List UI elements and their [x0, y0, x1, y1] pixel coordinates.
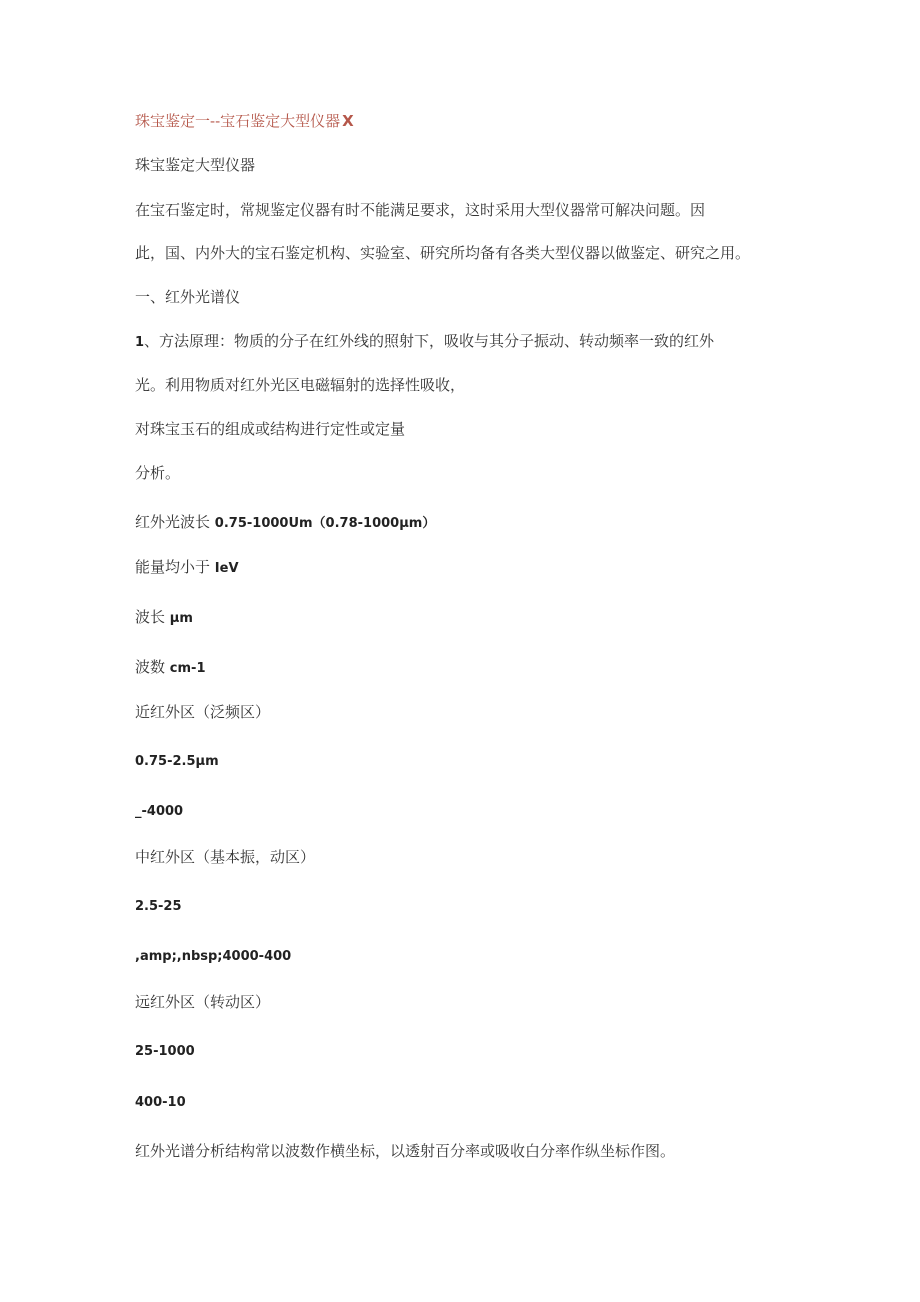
- method-number: 1: [135, 335, 145, 350]
- wavelength-value: 0.75-1000Um（0.78-1000μm）: [214, 516, 436, 531]
- method-line-1-text: 、方法原理：物质的分子在红外线的照射下，吸收与其分子振动、转动频率一致的红外: [144, 332, 715, 350]
- mid-ir-heading: 中红外区（基本振，动区）: [135, 848, 316, 866]
- energy-value: IeV: [214, 561, 239, 576]
- wavelength-unit-line: [135, 607, 193, 629]
- section-heading-infrared-spectrometer: 一、红外光谱仪: [135, 288, 241, 306]
- wavelength-label: 红外光波长: [135, 513, 211, 531]
- intro-line-2: 此，国、内外大的宝石鉴定机构、实验室、研究所均备有各类大型仪器以做鉴定、研究之用。: [135, 244, 751, 262]
- near-ir-wavelength: 0.75-2.5μm: [135, 754, 219, 769]
- subtitle: 珠宝鉴定大型仪器: [135, 156, 256, 174]
- energy-line: [135, 557, 239, 579]
- wavelength-unit-label: 波长: [135, 608, 166, 626]
- method-line-3: 对珠宝玉石的组成或结构进行定性或定量: [135, 420, 406, 438]
- wavenumber-unit-label: 波数: [135, 658, 166, 676]
- method-line-4: 分析。: [135, 464, 181, 482]
- intro-line-1: 在宝石鉴定时，常规鉴定仪器有时不能满足要求，这时采用大型仪器常可解决问题。因: [135, 201, 706, 219]
- mid-ir-wavelength: 2.5-25: [135, 899, 182, 914]
- method-line-2: 光。利用物质对红外光区电磁辐射的选择性吸收，: [135, 376, 466, 394]
- title-text: 珠宝鉴定一--宝石鉴定大型仪器: [135, 112, 341, 130]
- conclusion: 红外光谱分析结构常以波数作横坐标，以透射百分率或吸收白分率作纵坐标作图。: [135, 1142, 676, 1160]
- wavelength-unit-value: μm: [169, 611, 193, 626]
- mid-ir-wavenumber: ,amp;,nbsp;4000-400: [135, 949, 292, 964]
- far-ir-wavelength: 25-1000: [135, 1044, 195, 1059]
- far-ir-heading: 远红外区（转动区）: [135, 993, 271, 1011]
- title-mark: X: [342, 112, 354, 130]
- near-ir-heading: 近红外区（泛频区）: [135, 703, 271, 721]
- energy-label: 能量均小于: [135, 558, 211, 576]
- wavenumber-unit-line: [135, 657, 206, 679]
- far-ir-wavenumber: 400-10: [135, 1095, 186, 1110]
- near-ir-wavenumber: _-4000: [135, 804, 184, 819]
- wavelength-line: [135, 512, 435, 534]
- wavenumber-unit-value: cm-1: [169, 661, 206, 676]
- document-title: [135, 111, 354, 131]
- method-line-1: [135, 331, 714, 353]
